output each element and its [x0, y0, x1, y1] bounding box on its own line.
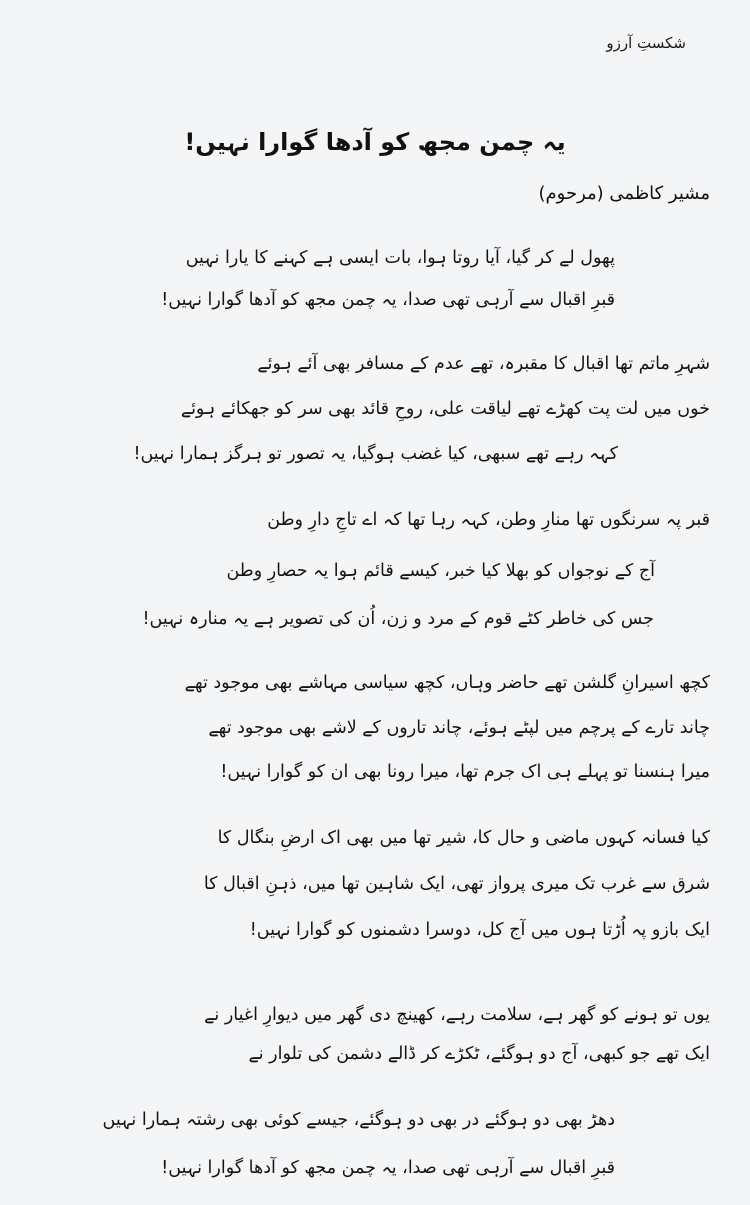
verse-line: قبرِ اقبال سے آرہی تھی صدا، یہ چمن مجھ کو آدھا گوارا نہیں! [161, 1158, 615, 1178]
verse-line: شہرِ ماتم تھا اقبال کا مقبرہ، تھے عدم کے مسافر بھی آئے ہوئے [257, 354, 710, 374]
poem-author: مشیر کاظمی (مرحوم) [538, 183, 710, 204]
verse-line: خوں میں لت پت کھڑے تھے لیاقت علی، روحِ قائد بھی سر کو جھکائے ہوئے [180, 399, 710, 419]
verse-line: کہہ رہے تھے سبھی، کیا غضب ہوگیا، یہ تصور تو ہرگز ہمارا نہیں! [133, 444, 618, 464]
verse-line: کیا فسانہ کہوں ماضی و حال کا، شیر تھا میں بھی اک ارضِ بنگال کا [217, 828, 710, 848]
verse-line: میرا ہنسنا تو پہلے ہی اک جرم تھا، میرا رونا بھی ان کو گوارا نہیں! [220, 762, 710, 782]
verse-line: پھول لے کر گیا، آیا روتا ہوا، بات ایسی ہے کہنے کا یارا نہیں [185, 248, 615, 268]
verse-line: دھڑ بھی دو ہوگئے در بھی دو ہوگئے، جیسے کوئی بھی رشتہ ہمارا نہیں [102, 1110, 615, 1130]
verse-line: چاند تارے کے پرچم میں لپٹے ہوئے، چاند تاروں کے لاشے بھی موجود تھے [208, 718, 710, 738]
verse-line: قبر پہ سرنگوں تھا منارِ وطن، کہہ رہا تھا کہ اے تاجِ دارِ وطن [267, 510, 710, 530]
verse-line: شرق سے غرب تک میری پرواز تھی، ایک شاہین تھا میں، ذہنِ اقبال کا [203, 874, 710, 894]
poem-title: یہ چمن مجھ کو آدھا گوارا نہیں! [184, 128, 566, 156]
verse-line: یوں تو ہونے کو گھر ہے، سلامت رہے، کھینچ دی گھر میں دیوارِ اغیار نے [204, 1005, 710, 1025]
verse-line: ایک بازو پہ اُڑتا ہوں میں آج کل، دوسرا دشمنوں کو گوارا نہیں! [249, 920, 710, 940]
verse-line: کچھ اسیرانِ گلشن تھے حاضر وہاں، کچھ سیاسی مہاشے بھی موجود تھے [184, 673, 710, 693]
running-head: شکستِ آرزو [606, 34, 686, 52]
verse-line: جس کی خاطر کٹے قوم کے مرد و زن، اُن کی تصویر ہے یہ منارہ نہیں! [142, 609, 654, 629]
verse-line: ایک تھے جو کبھی، آج دو ہوگئے، ٹکڑے کر ڈالے دشمن کی تلوار نے [248, 1044, 710, 1064]
verse-line: آج کے نوجواں کو بھلا کیا خبر، کیسے قائم ہوا یہ حصارِ وطن [226, 561, 655, 581]
verse-line: قبرِ اقبال سے آرہی تھی صدا، یہ چمن مجھ کو آدھا گوارا نہیں! [161, 290, 615, 310]
